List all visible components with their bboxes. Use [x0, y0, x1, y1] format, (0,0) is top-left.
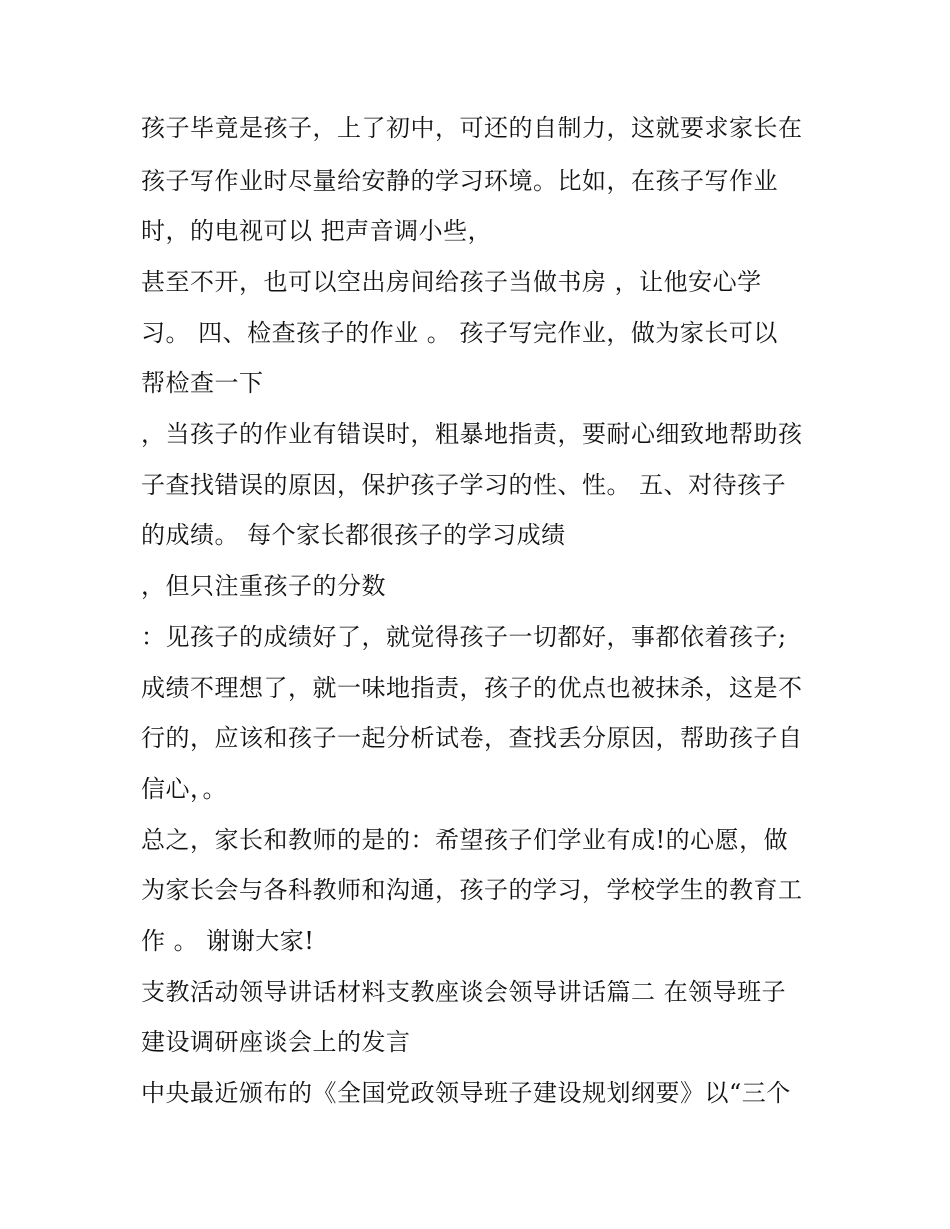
text-line-14: 信心，。: [141, 775, 227, 803]
text-line-7: ，当孩子的作业有错误时，粗暴地指责，要耐心细致地帮助孩: [141, 420, 803, 448]
text-line-9: 的成绩。 每个家长都很孩子的学习成绩: [141, 521, 566, 549]
text-line-3: 时，的电视可以 把声音调小些，: [141, 217, 493, 245]
text-line-6: 帮检查一下: [141, 369, 264, 397]
text-line-15: 总之，家长和教师的是的：希望孩子们学业有成!的心愿，做: [141, 826, 789, 854]
text-line-1: 孩子毕竟是孩子，上了初中，可还的自制力，这就要求家长在: [141, 114, 803, 142]
text-line-2: 孩子写作业时尽量给安静的学习环境。比如，在孩子写作业: [141, 167, 778, 195]
text-line-13: 行的，应该和孩子一起分析试卷，查找丢分原因，帮助孩子自: [141, 724, 803, 752]
text-line-8: 子查找错误的原因，保护孩子学习的性、性。 五、对待孩子: [141, 471, 787, 499]
text-line-19: 建设调研座谈会上的发言: [141, 1028, 411, 1056]
text-line-5: 习。 四、检查孩子的作业 。 孩子写完作业，做为家长可以: [141, 319, 778, 347]
text-line-18: 支教活动领导讲话材料支教座谈会领导讲话篇二 在领导班子: [141, 978, 787, 1006]
text-line-17: 作 。 谢谢大家!: [141, 927, 315, 955]
text-line-10: ，但只注重孩子的分数: [141, 572, 386, 600]
text-line-16: 为家长会与各科教师和沟通，孩子的学习，学校学生的教育工: [141, 876, 803, 904]
text-line-4: 甚至不开，也可以空出房间给孩子当做书房 ，让他安心学: [141, 268, 762, 296]
text-line-12: 成绩不理想了，就一味地指责，孩子的优点也被抹杀，这是不: [141, 674, 803, 702]
text-line-20: 中央最近颁布的《全国党政领导班子建设规划纲要》以“三个: [141, 1079, 791, 1107]
text-line-11: ：见孩子的成绩好了，就觉得孩子一切都好，事都依着孩子;: [141, 623, 787, 651]
